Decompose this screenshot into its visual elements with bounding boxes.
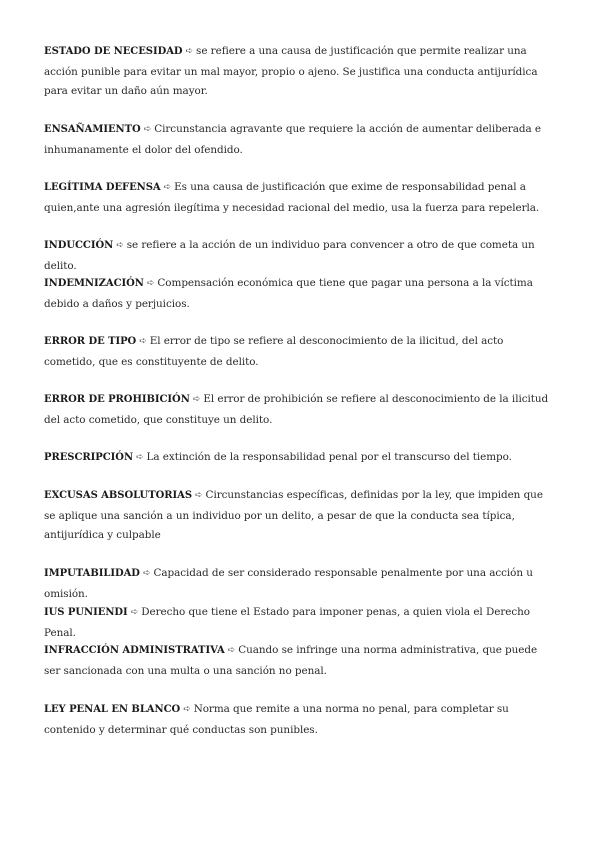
glossary-entry-ensanamiento [44,120,556,160]
glossary-entry-indemnizacion [44,274,556,314]
entry-definition: se refiere a la acción de un individuo para convencer a otro de que cometa un delito. [44,239,535,272]
entry-term: LEGÍTIMA DEFENSA [44,182,161,193]
entry-definition: La extinción de la responsabilidad penal por el transcurso del tiempo. [146,451,512,463]
entry-definition: El error de prohibición se refiere al desconocimiento de la ilicitud del acto cometido, que constituye un delito. [44,393,549,426]
entry-definition: se refiere a una causa de justificación que permite realizar una acción punible para evitar un mal mayor, propio o ajeno. Se justifica una conducta antijurídica para evitar un daño aún mayor. [44,45,538,97]
entry-definition: El error de tipo se refiere al desconocimiento de la ilicitud, del acto cometido, que es constituyente de delito. [44,335,504,368]
arrow-icon: ➪ [116,240,124,251]
entry-term: IUS PUNIENDI [44,607,128,618]
arrow-icon: ➪ [136,452,144,463]
entry-term: LEY PENAL EN BLANCO [44,704,181,715]
entry-definition: Capacidad de ser considerado responsable penalmente por una acción u omisión. [44,567,533,600]
entry-term: ESTADO DE NECESIDAD [44,46,183,57]
entry-definition: Circunstancia agravante que requiere la acción de aumentar deliberada e inhumanamente el dolor del ofendido. [44,123,541,156]
entry-definition: Es una causa de justificación que exime de responsabilidad penal a quien,ante una agresión ilegítima y necesidad racional del medio, usa la fuerza para repelerla. [44,181,540,214]
entry-term: INDEMNIZACIÓN [44,278,144,289]
arrow-icon: ➪ [227,645,236,656]
arrow-icon: ➪ [183,704,191,715]
arrow-icon: ➪ [192,394,201,405]
entry-definition: Cuando se infringe una norma administrativa, que puede ser sancionada con una multa o una sanción no penal. [44,644,538,677]
glossary-entry-induccion [44,236,556,276]
glossary-entry-imputabilidad [44,564,556,604]
entry-term: INDUCCIÓN [44,240,114,251]
entry-term: ENSAÑAMIENTO [44,124,141,135]
entry-term: IMPUTABILIDAD [44,568,140,579]
glossary-entry-ius-puniendi [44,603,556,643]
entry-term: ERROR DE TIPO [44,336,137,347]
arrow-icon: ➪ [139,336,147,347]
entry-term: EXCUSAS ABSOLUTORIAS [44,490,193,501]
entry-term: PRESCRIPCIÓN [44,452,134,463]
glossary-entry-infraccion-administrativa [44,641,556,681]
glossary-entry-excusas-absolutorias [44,486,556,546]
glossary-entry-error-de-tipo [44,332,556,372]
glossary-entry-legitima-defensa [44,178,556,218]
arrow-icon: ➪ [130,607,139,618]
entry-term: INFRACCIÓN ADMINISTRATIVA [44,645,225,656]
entry-definition: Norma que remite a una norma no penal, para completar su contenido y determinar qué conductas son punibles. [44,703,509,736]
arrow-icon: ➪ [185,46,194,57]
entry-definition: Derecho que tiene el Estado para imponer penas, a quien viola el Derecho Penal. [44,606,530,639]
arrow-icon: ➪ [142,568,151,579]
glossary-entry-estado-de-necesidad [44,42,556,102]
glossary-entry-prescripcion [44,448,556,469]
glossary-entry-error-de-prohibicion [44,390,556,430]
arrow-icon: ➪ [146,278,155,289]
arrow-icon: ➪ [163,182,172,193]
entry-definition: Circunstancias específicas, definidas por la ley, que impiden que se aplique una sanción a un individuo por un delito, a pesar de que la conducta sea típica, antijurídica y culpable [44,489,543,541]
entry-definition: Compensación económica que tiene que pagar una persona a la víctima debido a daños y perjuicios. [44,277,533,310]
glossary-entry-ley-penal-en-blanco [44,700,556,740]
arrow-icon: ➪ [143,124,152,135]
entry-term: ERROR DE PROHIBICIÓN [44,394,190,405]
arrow-icon: ➪ [195,490,203,501]
